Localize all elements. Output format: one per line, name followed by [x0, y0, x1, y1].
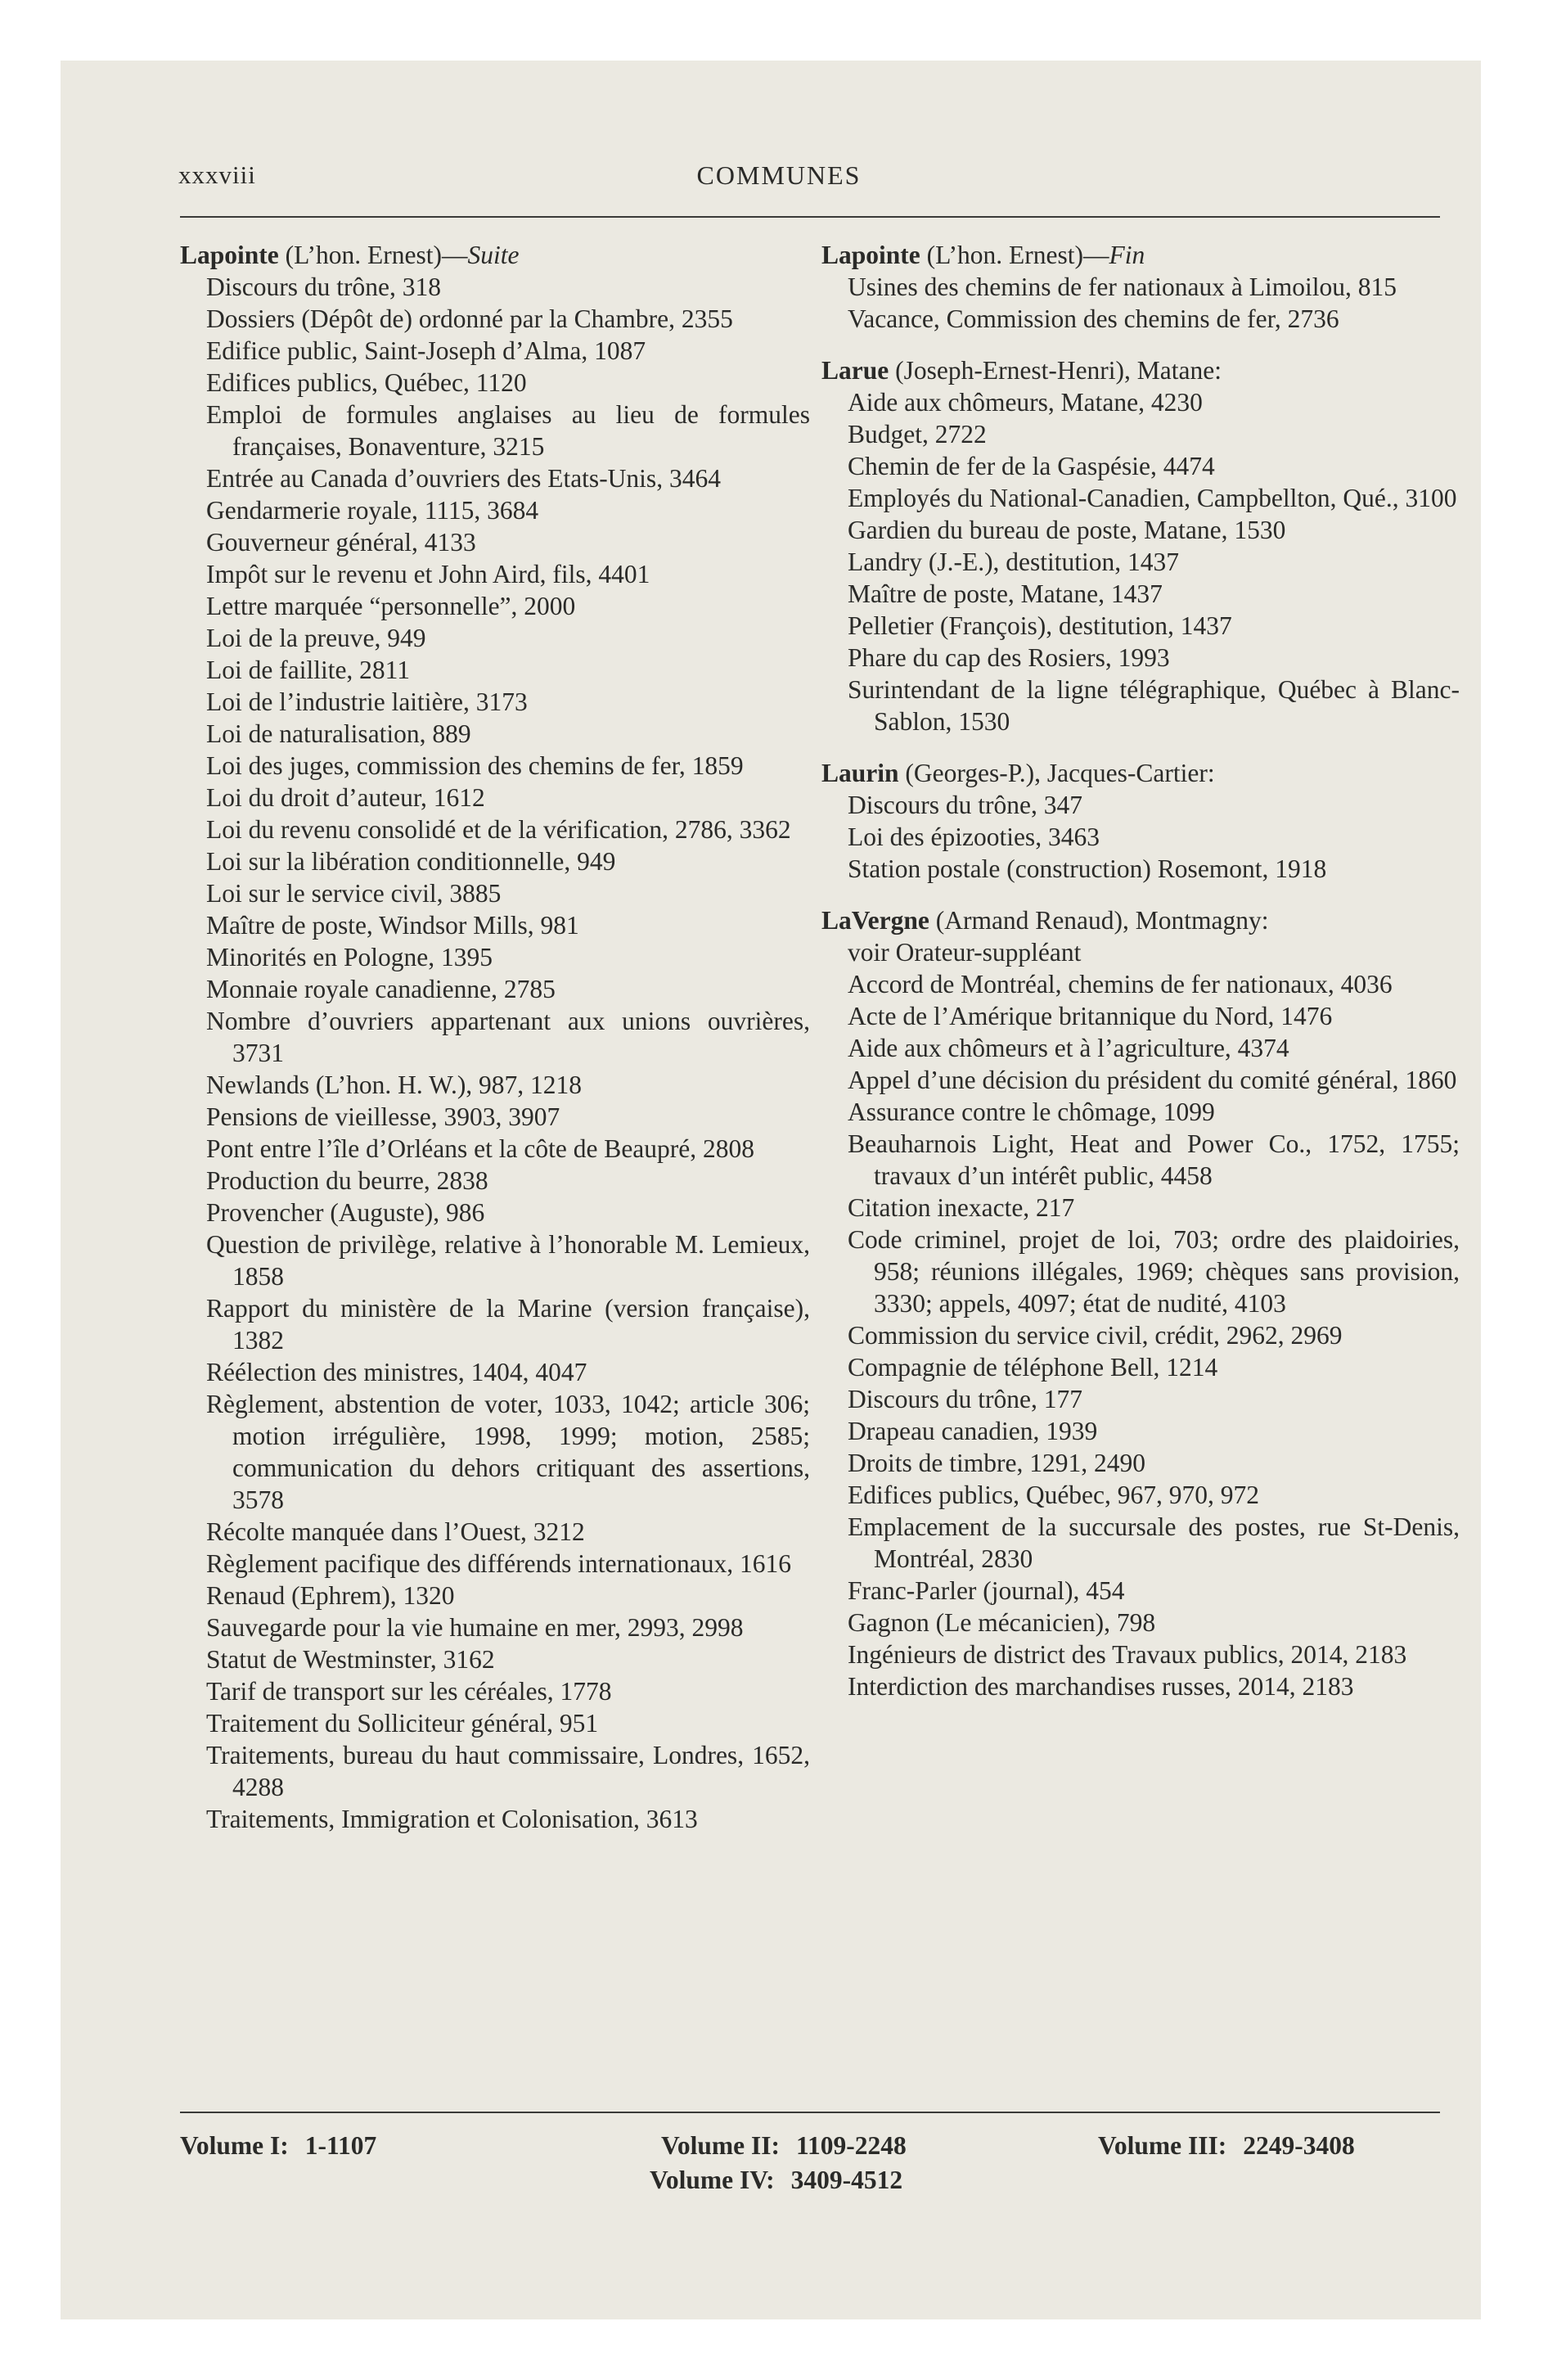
index-entry: Traitements, Immigration et Colonisation, 3613: [206, 1805, 698, 1833]
heading-suffix: Fin: [1109, 241, 1145, 269]
index-entry: Provencher (Auguste), 986: [206, 1198, 485, 1227]
index-entry: Station postale (construction) Rosemont, 1918: [848, 854, 1327, 883]
volume-range: 3409-4512: [790, 2166, 903, 2194]
section-list: [821, 239, 1460, 1702]
footer-rule: [180, 2112, 1440, 2113]
page-header: [118, 160, 1440, 203]
index-entry: Assurance contre le chômage, 1099: [848, 1098, 1215, 1126]
heading-suffix: Suite: [467, 241, 520, 269]
index-entry: Gagnon (Le mécanicien), 798: [848, 1608, 1156, 1637]
index-entry: Dossiers (Dépôt de) ordonné par la Chambre, 2355: [206, 304, 733, 333]
index-heading: [821, 757, 1460, 789]
index-entry: Interdiction des marchandises russes, 2014, 2183: [848, 1672, 1354, 1701]
index-entry: Gardien du bureau de poste, Matane, 1530: [848, 516, 1286, 544]
index-entry: Loi de la preuve, 949: [206, 624, 426, 652]
index-section: [821, 354, 1460, 737]
index-entry: Loi du droit d’auteur, 1612: [206, 783, 485, 812]
heading-rest: (Georges-P.), Jacques-Cartier:: [898, 759, 1215, 787]
index-entry: Traitements, bureau du haut commissaire, Londres, 1652, 4288: [206, 1741, 810, 1801]
volume-footer: [180, 2131, 1440, 2229]
index-section: [821, 757, 1460, 885]
index-entry: Compagnie de téléphone Bell, 1214: [848, 1353, 1218, 1382]
index-entry: Impôt sur le revenu et John Aird, fils, 4401: [206, 560, 650, 588]
index-entry: Loi de faillite, 2811: [206, 656, 411, 684]
volume-ii: [661, 2131, 907, 2161]
index-entry: Règlement pacifique des différends internationaux, 1616: [206, 1549, 791, 1578]
index-entry: Ingénieurs de district des Travaux publics, 2014, 2183: [848, 1640, 1407, 1669]
index-entry: Récolte manquée dans l’Ouest, 3212: [206, 1517, 585, 1546]
heading-rest: (Armand Renaud), Montmagny:: [929, 906, 1269, 935]
index-entry: Question de privilège, relative à l’honorable M. Lemieux, 1858: [206, 1230, 810, 1291]
index-entry: Beauharnois Light, Heat and Power Co., 1752, 1755; travaux d’un intérêt public, 4458: [848, 1129, 1460, 1190]
index-entry: Gouverneur général, 4133: [206, 528, 476, 557]
index-entry: Lettre marquée “personnelle”, 2000: [206, 592, 576, 620]
index-entry: Edifice public, Saint-Joseph d’Alma, 1087: [206, 336, 646, 365]
index-entry: Drapeau canadien, 1939: [848, 1417, 1098, 1445]
index-entry: Loi de l’industrie laitière, 3173: [206, 687, 528, 716]
volume-range: 2249-3408: [1243, 2131, 1355, 2160]
index-entry: Landry (J.-E.), destitution, 1437: [848, 548, 1180, 576]
volume-label: Volume III:: [1098, 2131, 1227, 2160]
index-entry: Sauvegarde pour la vie humaine en mer, 2993, 2998: [206, 1613, 744, 1642]
heading-rest: (L’hon. Ernest)—: [920, 241, 1109, 269]
index-section: [821, 904, 1460, 1702]
index-entry: Franc-Parler (journal), 454: [848, 1576, 1125, 1605]
index-entry: Gendarmerie royale, 1115, 3684: [206, 496, 539, 525]
volume-iv: [650, 2166, 902, 2195]
index-entry: Traitement du Solliciteur général, 951: [206, 1709, 599, 1738]
index-entry: Loi sur le service civil, 3885: [206, 879, 502, 908]
heading-name: Larue: [821, 356, 889, 385]
entry-list: [180, 271, 810, 1835]
index-entry: Statut de Westminster, 3162: [206, 1645, 495, 1674]
volume-label: Volume I:: [180, 2131, 289, 2160]
index-entry: Emploi de formules anglaises au lieu de formules françaises, Bonaventure, 3215: [206, 400, 810, 461]
index-entry: Discours du trône, 318: [206, 273, 441, 301]
volume-range: 1109-2248: [795, 2131, 907, 2160]
index-entry: Réélection des ministres, 1404, 4047: [206, 1358, 587, 1386]
index-entry: Appel d’une décision du président du comité général, 1860: [848, 1066, 1457, 1094]
index-entry: Maître de poste, Windsor Mills, 981: [206, 911, 579, 940]
index-entry: Maître de poste, Matane, 1437: [848, 579, 1163, 608]
index-entry: Vacance, Commission des chemins de fer, 2736: [848, 304, 1339, 333]
index-heading: [821, 239, 1460, 271]
volume-range: 1-1107: [304, 2131, 377, 2160]
index-entry: Règlement, abstention de voter, 1033, 1042; article 306; motion irrégulière, 1998, 1999; motion, 2585; communication du dehors critiquant des assertions, 3578: [206, 1390, 810, 1514]
index-heading: [821, 354, 1460, 386]
index-entry: Monnaie royale canadienne, 2785: [206, 975, 556, 1003]
index-entry: Accord de Montréal, chemins de fer nationaux, 4036: [848, 970, 1393, 998]
volume-label: Volume II:: [661, 2131, 780, 2160]
heading-rest: (L’hon. Ernest)—: [278, 241, 468, 269]
index-entry: Pelletier (François), destitution, 1437: [848, 611, 1232, 640]
index-entry: Code criminel, projet de loi, 703; ordre des plaidoiries, 958; réunions illégales, 1969; chèques sans provision, 3330; appels, 4097; état de nudité, 4103: [848, 1225, 1460, 1318]
index-entry: Droits de timbre, 1291, 2490: [848, 1449, 1145, 1477]
volume-label: Volume IV:: [650, 2166, 775, 2194]
volume-iii: [1098, 2131, 1355, 2161]
index-entry: Citation inexacte, 217: [848, 1193, 1075, 1222]
right-column: [821, 239, 1460, 1722]
index-entry: Loi du revenu consolidé et de la vérification, 2786, 3362: [206, 815, 791, 844]
index-entry: Loi des juges, commission des chemins de fer, 1859: [206, 751, 744, 780]
index-entry: Surintendant de la ligne télégraphique, Québec à Blanc-Sablon, 1530: [848, 675, 1460, 736]
index-entry: Phare du cap des Rosiers, 1993: [848, 643, 1170, 672]
index-entry: Edifices publics, Québec, 967, 970, 972: [848, 1481, 1260, 1509]
index-entry: Edifices publics, Québec, 1120: [206, 368, 527, 397]
index-entry: Pont entre l’île d’Orléans et la côte de Beaupré, 2808: [206, 1134, 755, 1163]
index-entry: Rapport du ministère de la Marine (version française), 1382: [206, 1294, 810, 1355]
heading-name: Lapointe: [821, 241, 920, 269]
heading-rest: (Joseph-Ernest-Henri), Matane:: [889, 356, 1222, 385]
index-entry: Newlands (L’hon. H. W.), 987, 1218: [206, 1071, 583, 1099]
index-entry: Budget, 2722: [848, 420, 987, 449]
index-entry: Commission du service civil, crédit, 2962, 2969: [848, 1321, 1343, 1350]
index-entry: Usines des chemins de fer nationaux à Limoilou, 815: [848, 273, 1397, 301]
index-entry: voir Orateur-suppléant: [848, 938, 1082, 967]
index-entry: Discours du trône, 177: [848, 1385, 1082, 1413]
index-entry: Renaud (Ephrem), 1320: [206, 1581, 455, 1610]
index-entry: Pensions de vieillesse, 3903, 3907: [206, 1102, 560, 1131]
index-section: [821, 239, 1460, 335]
page-number: xxxviii: [178, 160, 256, 189]
heading-name: Lapointe: [180, 241, 279, 269]
index-entry: Aide aux chômeurs et à l’agriculture, 4374: [848, 1034, 1289, 1062]
index-heading: [821, 904, 1460, 936]
index-entry: Loi sur la libération conditionnelle, 949: [206, 847, 616, 876]
index-entry: Minorités en Pologne, 1395: [206, 943, 493, 971]
left-column: [180, 239, 810, 1835]
index-entry: Nombre d’ouvriers appartenant aux unions ouvrières, 3731: [206, 1007, 810, 1067]
index-entry: Chemin de fer de la Gaspésie, 4474: [848, 452, 1215, 480]
header-rule: [180, 216, 1440, 218]
volume-i: [180, 2131, 376, 2161]
heading-name: LaVergne: [821, 906, 929, 935]
running-title: COMMUNES: [696, 160, 862, 190]
index-entry: Production du beurre, 2838: [206, 1166, 488, 1195]
index-entry: Discours du trône, 347: [848, 791, 1082, 819]
index-heading: [180, 239, 810, 271]
index-entry: Loi des épizooties, 3463: [848, 823, 1100, 851]
index-entry: Emplacement de la succursale des postes, rue St-Denis, Montréal, 2830: [848, 1512, 1460, 1573]
index-entry: Tarif de transport sur les céréales, 1778: [206, 1677, 612, 1706]
index-entry: Acte de l’Amérique britannique du Nord, 1476: [848, 1002, 1333, 1030]
index-entry: Employés du National-Canadien, Campbellton, Qué., 3100: [848, 484, 1457, 512]
index-entry: Aide aux chômeurs, Matane, 4230: [848, 388, 1203, 417]
index-entry: Loi de naturalisation, 889: [206, 719, 471, 748]
heading-name: Laurin: [821, 759, 899, 787]
index-entry: Entrée au Canada d’ouvriers des Etats-Unis, 3464: [206, 464, 721, 493]
